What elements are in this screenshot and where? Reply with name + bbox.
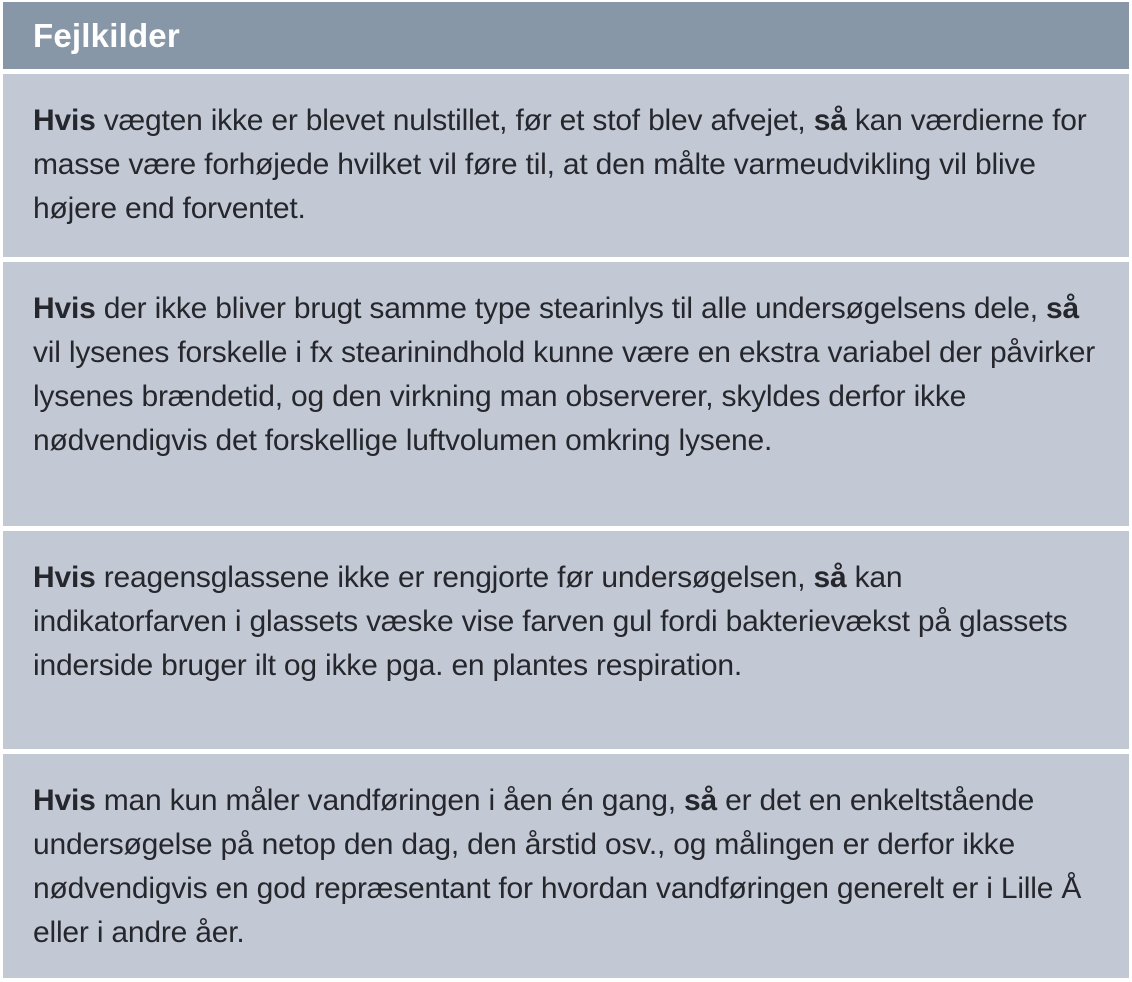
error-source-row-1: [3, 74, 1129, 257]
sa-bold: så: [813, 104, 847, 137]
hvis-bold: Hvis: [33, 784, 96, 817]
error-source-row-3: [3, 531, 1129, 749]
hvis-bold: Hvis: [33, 561, 96, 594]
sa-bold: så: [1046, 292, 1079, 325]
condition-text: vægten ikke er blevet nulstillet, før et stof blev afvejet,: [95, 104, 814, 137]
condition-text: man kun måler vandføringen i åen én gang,: [95, 784, 685, 817]
sa-bold: så: [813, 561, 847, 594]
header-row: [3, 2, 1129, 69]
error-source-paragraph: [33, 104, 1087, 225]
hvis-bold: Hvis: [33, 292, 96, 325]
consequence-text: kan værdierne for masse være forhøjede hvilket vil føre til, at den målte varmeudvikling vil blive højere end forventet.: [33, 104, 1087, 225]
error-source-paragraph: [33, 292, 1095, 457]
error-source-row-4: [3, 754, 1129, 978]
hvis-bold: Hvis: [33, 104, 96, 137]
consequence-text: kan indikatorfarven i glassets væske vise farven gul fordi bakterievækst på glassets inderside bruger ilt og ikke pga. en plantes respiration.: [33, 561, 1068, 682]
error-source-paragraph: [33, 561, 1067, 682]
sa-bold: så: [684, 784, 717, 817]
error-source-paragraph: [33, 784, 1081, 949]
error-source-row-2: [3, 262, 1129, 526]
box-title: Fejlkilder: [33, 16, 180, 54]
consequence-text: er det en enkeltstående undersøgelse på netop den dag, den årstid osv., og målingen er derfor ikke nødvendigvis en god repræsentant for hvordan vandføringen generelt er i Lille Å eller i andre åer.: [33, 784, 1082, 949]
condition-text: reagensglassene ikke er rengjorte før undersøgelsen,: [95, 561, 814, 594]
consequence-text: vil lysenes forskelle i fx stearinindhold kunne være en ekstra variabel der påvirker lysenes brændetid, og den virkning man observerer, skyldes derfor ikke nødvendigvis det forskellige luftvolumen omkring lysene.: [33, 336, 1096, 457]
condition-text: der ikke bliver brugt samme type stearinlys til alle undersøgelsens dele,: [95, 292, 1047, 325]
